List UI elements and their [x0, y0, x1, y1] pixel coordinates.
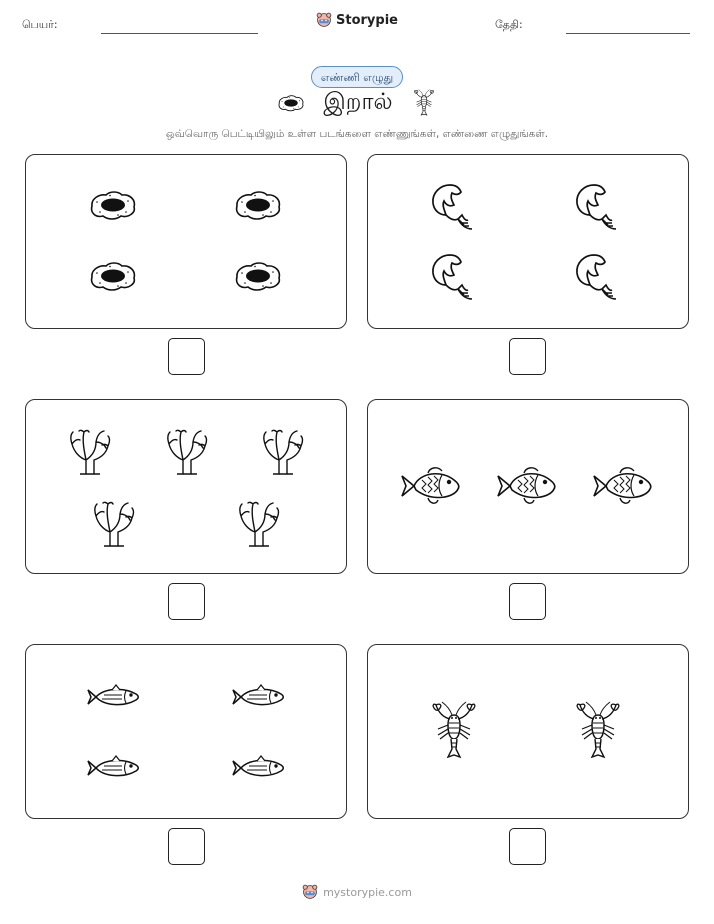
coral-icon [259, 426, 307, 476]
count-box-2 [367, 154, 689, 329]
count-box-6 [367, 644, 689, 819]
fish-icon [590, 462, 656, 510]
activity-pill: எண்ணி எழுது [311, 66, 403, 88]
name-line[interactable] [101, 33, 258, 34]
sand-hole-icon [88, 189, 138, 221]
claw-icon [572, 179, 622, 235]
claw-icon [428, 249, 478, 305]
tuna-icon [86, 682, 142, 712]
coral-icon [90, 498, 138, 548]
title-row [0, 88, 714, 118]
fish-icon [494, 462, 560, 510]
count-box-5 [25, 644, 347, 819]
answer-box-2[interactable] [509, 338, 546, 375]
claw-icon [572, 249, 622, 305]
name-label: பெயர்: [22, 18, 58, 31]
answer-box-1[interactable] [168, 338, 205, 375]
brand-name: Storypie [336, 12, 398, 28]
lobster-icon [570, 699, 626, 763]
tuna-icon [231, 753, 287, 783]
page-title: இறால் [323, 88, 393, 115]
coral-icon [163, 426, 211, 476]
lobster-icon [411, 88, 437, 118]
coral-icon [66, 426, 114, 476]
date-line[interactable] [566, 33, 690, 34]
claw-icon [428, 179, 478, 235]
fish-icon [398, 462, 464, 510]
answer-box-3[interactable] [168, 583, 205, 620]
sand-hole-icon [233, 189, 283, 221]
lobster-icon [426, 699, 482, 763]
footer [0, 884, 714, 904]
count-box-1 [25, 154, 347, 329]
sand-hole-icon [88, 260, 138, 292]
answer-box-6[interactable] [509, 828, 546, 865]
sand-hole-icon [233, 260, 283, 292]
storypie-mascot-icon [302, 884, 318, 900]
instructions: ஒவ்வொரு பெட்டியிலும் உள்ள படங்களை எண்ணுங்கள், எண்ணை எழுதுங்கள். [165, 128, 549, 140]
coral-icon [235, 498, 283, 548]
answer-box-5[interactable] [168, 828, 205, 865]
footer-link[interactable]: mystorypie.com [323, 885, 412, 899]
count-box-3 [25, 399, 347, 574]
date-label: தேதி: [495, 18, 523, 31]
tuna-icon [231, 682, 287, 712]
storypie-mascot-icon [316, 12, 332, 28]
tuna-icon [86, 753, 142, 783]
brand [0, 12, 714, 32]
sand-hole-icon [277, 94, 305, 112]
count-box-4 [367, 399, 689, 574]
answer-box-4[interactable] [509, 583, 546, 620]
